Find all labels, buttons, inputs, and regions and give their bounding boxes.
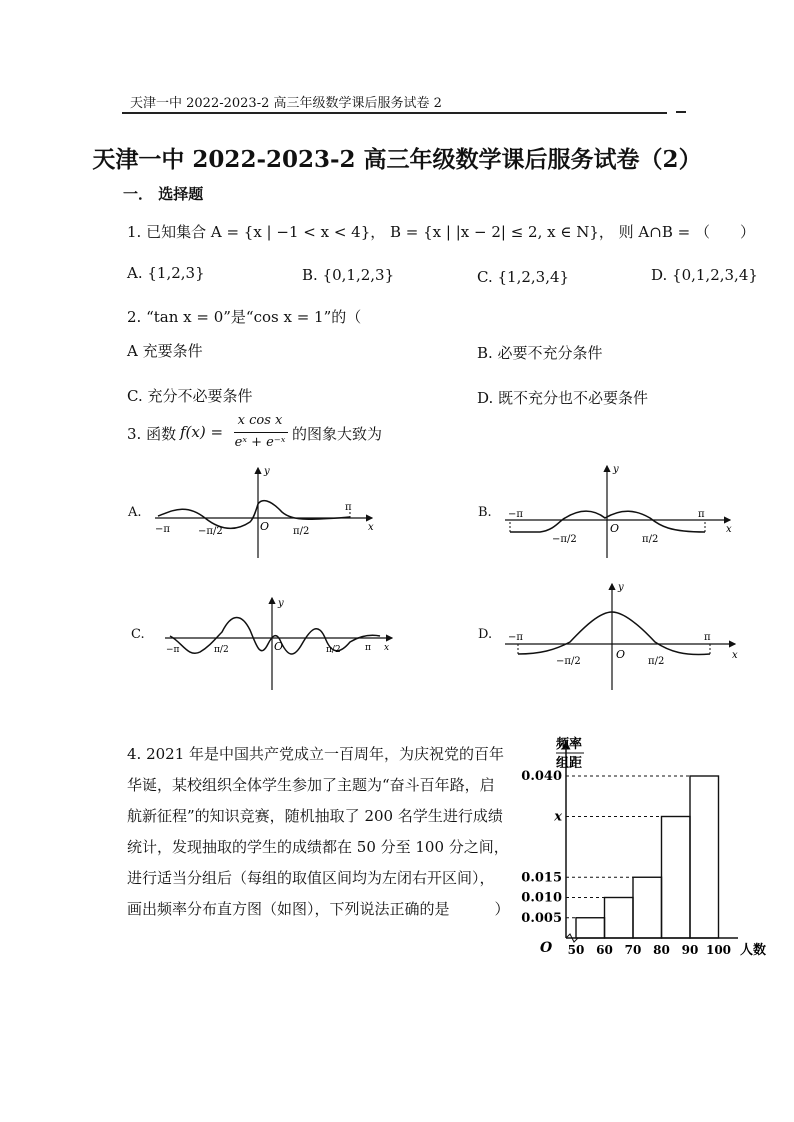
origin-label: O xyxy=(274,640,284,653)
x-tick-label: 70 xyxy=(624,943,642,957)
x-tick-label: 100 xyxy=(705,943,732,957)
neg-half-pi-label: −π/2 xyxy=(198,526,223,537)
question-2-stem: 2. “tan x = 0”是“cos x = 1”的（ xyxy=(127,308,362,326)
x-tick-label: 60 xyxy=(596,943,613,957)
neg-pi-label: −π xyxy=(155,524,170,535)
question-3-suffix: 的图象大致为 xyxy=(292,425,383,443)
y-label: y xyxy=(618,582,624,593)
q4-line: 4. 2021 年是中国共产党成立一百周年，为庆祝党的百年 xyxy=(127,745,505,763)
question-3-function: f(x) = xyxy=(180,423,224,441)
x-label: x xyxy=(384,643,390,653)
question-4-text xyxy=(127,739,510,925)
pi-label: π xyxy=(365,643,371,653)
histogram-bar xyxy=(662,817,691,939)
xlabel: 人数 xyxy=(740,943,767,958)
q3-option-a: A. xyxy=(128,505,142,520)
y-label: y xyxy=(613,464,619,475)
x-tick-label: 90 xyxy=(681,943,699,957)
curve-a xyxy=(158,501,350,529)
histogram-bar xyxy=(633,877,662,938)
question-3-prefix: 3. 函数 xyxy=(127,425,177,443)
y-label: y xyxy=(264,466,270,477)
frequency-histogram xyxy=(500,728,780,968)
neg-pi-label: −π xyxy=(508,509,523,520)
q4-line: 统计，发现抽取的学生的成绩都在 50 分至 100 分之间， xyxy=(127,838,509,856)
x-tick-label: 50 xyxy=(567,943,585,957)
q2-option-a: A 充要条件 xyxy=(127,342,203,360)
half-pi-label: π/2 xyxy=(648,656,665,667)
origin-label: O xyxy=(610,522,620,535)
q2-option-c: C. 充分不必要条件 xyxy=(127,387,253,405)
running-header: 天津一中 2022-2023-2 高三年级数学课后服务试卷 2 xyxy=(130,96,442,111)
x-label: x xyxy=(726,524,732,535)
half-pi-label: π/2 xyxy=(293,526,310,537)
origin-label: O xyxy=(616,648,626,661)
q3-option-c: C. xyxy=(131,627,145,642)
ylabel-bottom: 组距 xyxy=(556,756,583,771)
y-tick-label: 0.015 xyxy=(521,870,562,886)
fraction-bar xyxy=(234,432,288,433)
ylabel-top: 频率 xyxy=(556,737,583,752)
histogram-bar xyxy=(605,898,634,939)
q2-option-b: B. 必要不充分条件 xyxy=(477,344,603,362)
q4-line: 航新征程”的知识竞赛，随机抽取了 200 名学生进行成绩 xyxy=(127,807,503,825)
q1-option-c: C. {1,2,3,4} xyxy=(477,268,570,286)
q2-option-d: D. 既不充分也不必要条件 xyxy=(477,389,649,407)
question-1-stem: 1. 已知集合 A = {x | −1 < x < 4}， B = {x | |x − 2| ≤ 2, x ∈ N}， 则 A∩B = （ ） xyxy=(127,223,755,241)
graph-b xyxy=(500,460,740,560)
neg-half-pi-label: −π/2 xyxy=(552,534,577,545)
page-title: 天津一中 2022-2023-2 高三年级数学课后服务试卷（2） xyxy=(92,146,702,173)
fraction-numerator: x cos x xyxy=(237,413,283,428)
header-dash xyxy=(676,111,686,113)
graph-a xyxy=(150,460,385,560)
pi-label: π xyxy=(345,502,352,513)
x-tick-label: 80 xyxy=(653,943,670,957)
neg-pi-label: −π xyxy=(508,632,523,643)
pi-label: π xyxy=(704,632,711,643)
q3-option-b: B. xyxy=(478,505,492,520)
origin-label: O xyxy=(260,520,270,533)
x-label: x xyxy=(732,650,738,661)
q4-line: 画出频率分布直方图（如图），下列说法正确的是 ） xyxy=(127,900,510,918)
half-pi-label: π/2 xyxy=(642,534,659,545)
graph-d xyxy=(500,578,745,693)
fraction-denominator: eˣ + e⁻ˣ xyxy=(234,435,286,450)
histogram-bar xyxy=(690,776,719,938)
section-heading: 一． 选择题 xyxy=(123,185,204,203)
half-pi-label: π/2 xyxy=(326,645,341,655)
y-tick-label: 0.005 xyxy=(521,910,562,926)
header-rule xyxy=(122,112,667,114)
y-label: y xyxy=(278,598,284,609)
q4-line: 进行适当分组后（每组的取值区间均为左闭右开区间）， xyxy=(127,869,495,887)
q1-option-d: D. {0,1,2,3,4} xyxy=(651,266,758,284)
origin-label: O xyxy=(540,940,553,956)
q1-option-a: A. {1,2,3} xyxy=(127,264,205,282)
curve-d xyxy=(518,612,710,655)
graph-c xyxy=(160,592,400,692)
q4-line: 华诞，某校组织全体学生参加了主题为“奋斗百年路，启 xyxy=(127,776,495,794)
pi-label: π xyxy=(698,509,705,520)
neg-pi-label: −π xyxy=(166,645,180,655)
y-tick-label: 0.040 xyxy=(521,769,562,784)
y-tick-label: x xyxy=(554,809,562,825)
half-pi-label-left: π/2 xyxy=(214,645,229,655)
q1-option-b: B. {0,1,2,3} xyxy=(302,266,395,284)
x-label: x xyxy=(368,522,374,533)
q3-option-d: D. xyxy=(478,627,493,642)
y-tick-label: 0.010 xyxy=(521,890,562,906)
histogram-bar xyxy=(576,918,605,938)
neg-half-pi-label: −π/2 xyxy=(556,656,581,667)
